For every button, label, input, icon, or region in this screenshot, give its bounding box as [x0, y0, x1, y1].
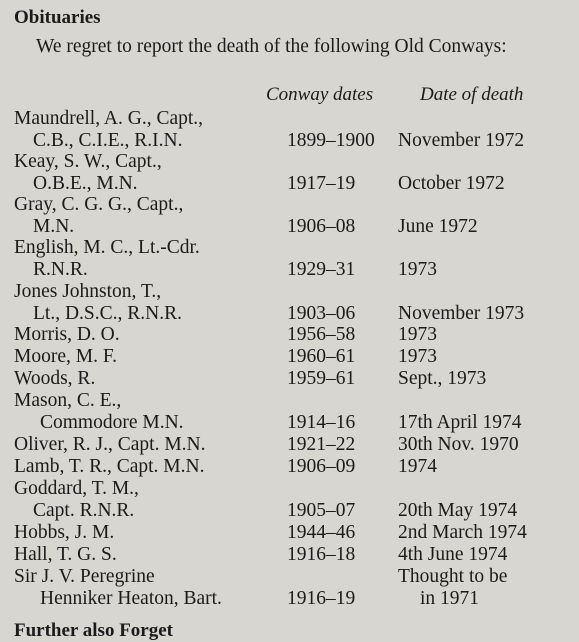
entry-date-of-death: 20th May 1974 [398, 500, 518, 521]
entry-name-continuation: C.B., C.I.E., R.I.N. [33, 130, 183, 151]
obituary-entry [0, 390, 579, 434]
entry-date-of-death: 4th June 1974 [398, 544, 508, 565]
obituary-entry [0, 434, 579, 456]
entry-name-continuation: Commodore M.N. [40, 412, 184, 433]
entry-conway-dates: 1899–1900 [287, 130, 375, 151]
intro-paragraph: We regret to report the death of the following Old Conways: [36, 36, 507, 57]
entry-date-of-death: 17th April 1974 [398, 412, 522, 433]
entry-conway-dates: 1906–09 [287, 456, 356, 477]
entry-date-of-death: 1974 [398, 456, 437, 477]
entry-name: Hall, T. G. S. [14, 544, 117, 565]
entry-conway-dates: 1916–18 [287, 544, 356, 565]
entry-name: Hobbs, J. M. [14, 522, 115, 543]
entry-date-of-death: 1973 [398, 259, 437, 280]
entry-name: Gray, C. G. G., Capt., [14, 194, 184, 215]
next-section-heading-fragment: Further also Forget [14, 620, 173, 641]
entry-name: Jones Johnston, T., [14, 281, 162, 302]
entry-name-continuation: R.N.R. [33, 259, 88, 280]
entry-date-of-death: October 1972 [398, 173, 505, 194]
entry-name: Sir J. V. Peregrine [14, 566, 155, 587]
obituary-entry [0, 194, 579, 238]
entry-date-of-death: 30th Nov. 1970 [398, 434, 519, 455]
section-heading: Obituaries [14, 7, 101, 28]
entry-date-of-death: 2nd March 1974 [398, 522, 527, 543]
entry-name: Maundrell, A. G., Capt., [14, 108, 204, 129]
obituary-entry [0, 151, 579, 195]
entry-date-of-death: November 1972 [398, 130, 525, 151]
obituary-entry [0, 368, 579, 390]
entry-conway-dates: 1960–61 [287, 346, 356, 367]
obituary-entry [0, 522, 579, 544]
entry-conway-dates: 1906–08 [287, 216, 356, 237]
entry-name-continuation: Henniker Heaton, Bart. [40, 588, 222, 609]
entry-conway-dates: 1959–61 [287, 368, 356, 389]
entry-name: Mason, C. E., [14, 390, 122, 411]
obituary-entry [0, 478, 579, 522]
entry-conway-dates: 1921–22 [287, 434, 356, 455]
obituary-entry [0, 237, 579, 281]
obituary-entry [0, 324, 579, 346]
obituary-entry [0, 566, 579, 610]
entry-name-continuation: Lt., D.S.C., R.N.R. [33, 303, 182, 324]
entry-date-of-death: 1973 [398, 324, 437, 345]
entry-conway-dates: 1917–19 [287, 173, 356, 194]
entry-name-continuation: Capt. R.N.R. [33, 500, 135, 521]
obituary-entry [0, 108, 579, 152]
entry-conway-dates: 1944–46 [287, 522, 356, 543]
obituary-entry [0, 544, 579, 566]
entry-date-of-death-continuation: in 1971 [420, 588, 480, 609]
entry-conway-dates: 1956–58 [287, 324, 356, 345]
entry-name-continuation: O.B.E., M.N. [33, 173, 138, 194]
entry-name: Goddard, T. M., [14, 478, 139, 499]
entry-name: English, M. C., Lt.-Cdr. [14, 237, 200, 258]
entry-name: Oliver, R. J., Capt. M.N. [14, 434, 206, 455]
obituary-entry [0, 346, 579, 368]
entry-conway-dates: 1916–19 [287, 588, 356, 609]
obituary-entry [0, 456, 579, 478]
entry-conway-dates: 1903–06 [287, 303, 356, 324]
entry-date-of-death: Sept., 1973 [398, 368, 487, 389]
obituary-entry [0, 281, 579, 325]
entry-date-of-death: June 1972 [398, 216, 478, 237]
entry-name-continuation: M.N. [33, 216, 75, 237]
entry-conway-dates: 1929–31 [287, 259, 356, 280]
entry-name: Morris, D. O. [14, 324, 120, 345]
entry-name: Woods, R. [14, 368, 96, 389]
column-header-date-of-death: Date of death [420, 84, 524, 105]
entry-date-of-death: November 1973 [398, 303, 525, 324]
entry-date-of-death: 1973 [398, 346, 437, 367]
entry-name: Lamb, T. R., Capt. M.N. [14, 456, 205, 477]
entry-conway-dates: 1914–16 [287, 412, 356, 433]
entry-date-of-death: Thought to be [398, 566, 508, 587]
entry-name: Keay, S. W., Capt., [14, 151, 162, 172]
entry-name: Moore, M. F. [14, 346, 117, 367]
column-header-conway-dates: Conway dates [266, 84, 374, 105]
entry-conway-dates: 1905–07 [287, 500, 356, 521]
